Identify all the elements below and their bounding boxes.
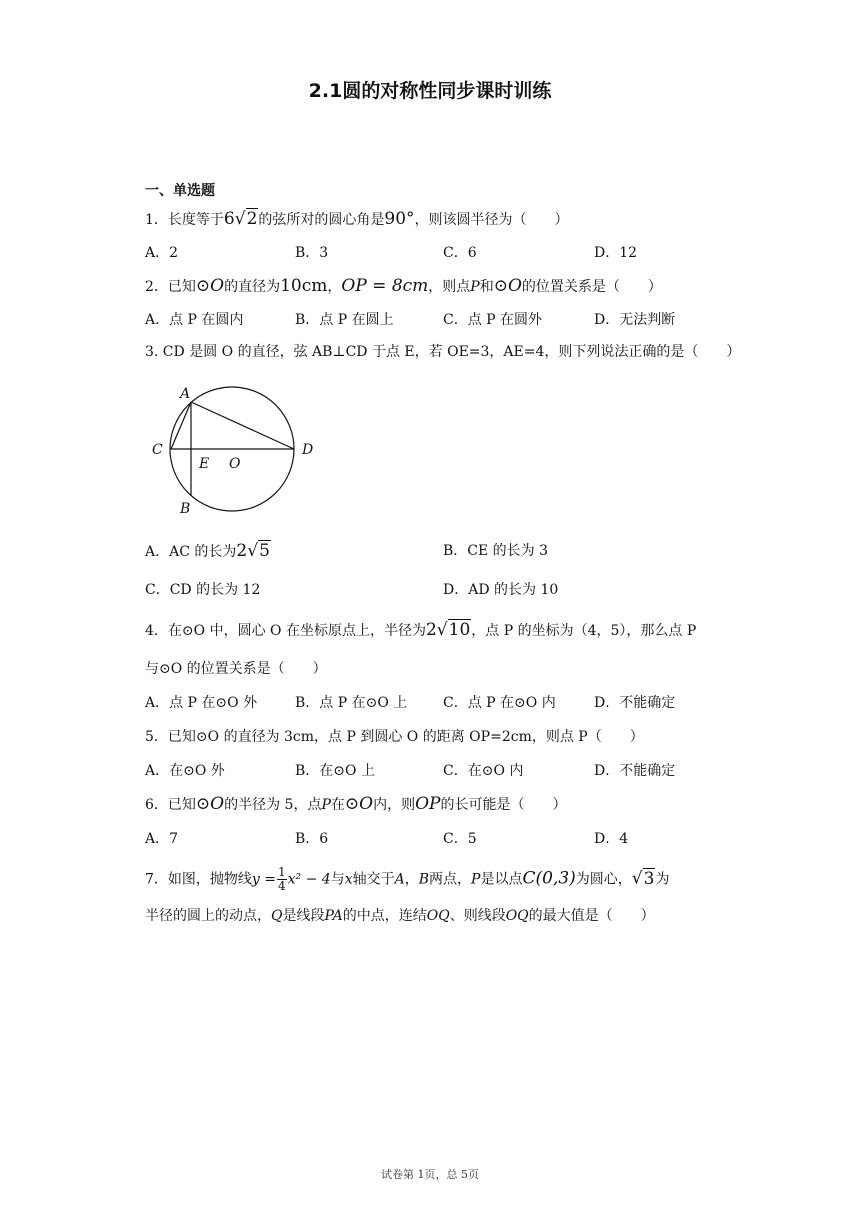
question-4 [145, 620, 696, 641]
q5-option-d: D．不能确定 [594, 763, 676, 779]
question-2 [145, 276, 662, 297]
q1-text-b: 的弦所对的圆心角是 [258, 212, 385, 228]
q1-option-c: C．6 [443, 245, 477, 261]
q3-label-c: C [152, 442, 163, 458]
q2-op: OP = 8cm [341, 276, 429, 296]
q7-radicand: 3 [643, 868, 655, 889]
q6-text-a: 6．已知 [145, 797, 196, 813]
q5-option-b: B．在⊙O 上 [295, 763, 375, 779]
q7-a: A [394, 871, 405, 888]
q3-label-a: A [180, 386, 191, 402]
q7-numerator: 1 [278, 865, 286, 879]
q3-option-b: B．CE 的长为 3 [443, 543, 549, 559]
q2-option-c: C．点 P 在圆外 [443, 312, 543, 328]
q2-circle: ⊙O [195, 276, 225, 296]
q2-circle-2: ⊙O [493, 276, 522, 296]
q6-text-c: 在 [330, 797, 345, 813]
q2-text-e: ，则点 [428, 279, 471, 295]
q4-text-a: 4．在⊙O 中，圆心 O 在坐标原点上，半径为 [145, 623, 426, 639]
question-3: 3. CD 是圆 O 的直径，弦 AB⊥CD 于点 E，若 OE=3，AE=4，则下列说法正确的是（ ） [145, 344, 741, 360]
q6-text-b: 的半径为 5，点 [224, 797, 322, 813]
q7-text-f: 是以点 [480, 871, 523, 888]
q3-option-a-value: 2√5 [236, 541, 270, 561]
question-5: 5．已知⊙O 的直径为 3cm，点 P 到圆心 O 的距离 OP=2cm，则点 P（ ） [145, 729, 644, 745]
q7-oq: OQ [426, 908, 450, 924]
q5-option-a: A．在⊙O 外 [145, 763, 225, 779]
q7-pa: PA [324, 908, 343, 924]
q6-option-d: D．4 [594, 831, 629, 847]
q7-text-e: 两点， [429, 871, 472, 888]
q2-text-b: 的直径为 [224, 279, 281, 295]
q3-option-d: D．AD 的长为 10 [443, 582, 559, 598]
page-footer: 试卷第 1页，总 5页 [381, 1168, 479, 1181]
q1-text-a: 1．长度等于 [145, 212, 224, 228]
q7-text-a: 7．如图，抛物线 [145, 871, 252, 888]
q7-text-h: 为 [655, 871, 670, 888]
q7-line2-b: 是线段 [282, 908, 325, 924]
page-title: 2.1圆的对称性同步课时训练 [308, 80, 552, 102]
question-4-line-2: 与⊙O 的位置关系是（ ） [145, 661, 327, 677]
q2-option-b: B．点 P 在圆上 [295, 312, 394, 328]
q2-text-a: 2．已知 [145, 279, 196, 295]
q7-denominator: 4 [278, 879, 286, 893]
q6-text-d: 内，则 [373, 797, 416, 813]
q2-option-a: A．点 P 在圆内 [145, 312, 244, 328]
q7-eq-lhs: y = [251, 871, 277, 888]
q1-option-a: A．2 [145, 245, 179, 261]
q6-option-c: C．5 [443, 831, 477, 847]
q3-circle-figure [145, 378, 325, 518]
q3-option-a-text: A．AC 的长为 [145, 544, 237, 560]
q2-text-c: ， [327, 279, 342, 295]
q5-option-c: C．在⊙O 内 [443, 763, 524, 779]
q7-radius: √3 [631, 868, 655, 889]
q2-diameter: 10cm [280, 276, 328, 296]
q2-text-g: 的位置关系是（ ） [521, 279, 662, 295]
q7-text-g: 为圆心， [575, 871, 632, 888]
question-7 [145, 866, 669, 893]
q7-eq-rhs: x² − 4 [287, 871, 331, 888]
q4-option-b: B．点 P 在⊙O 上 [295, 695, 408, 711]
q6-option-a: A．7 [145, 831, 179, 847]
q3-option-a-radicand: 5 [259, 541, 270, 561]
q6-point-p: P [321, 797, 331, 813]
q3-segment-ad [191, 402, 294, 449]
q6-circle-2: ⊙O [344, 794, 374, 814]
q7-b: B [418, 871, 430, 888]
q7-text-b: 与 [330, 871, 345, 888]
q4-option-a: A．点 P 在⊙O 外 [145, 695, 258, 711]
q6-op: OP [415, 794, 441, 814]
q7-line2-e: 的最大值是（ ） [528, 908, 655, 924]
q3-label-d: D [302, 442, 314, 458]
q7-text-c: 轴交于 [352, 871, 395, 888]
q7-line2-d: 、则线段 [449, 908, 506, 924]
q1-text-c: ，则该圆半径为（ ） [414, 212, 569, 228]
q1-option-b: B．3 [295, 245, 329, 261]
q2-point-p: P [470, 279, 480, 295]
q1-angle: 90° [384, 209, 415, 229]
q1-option-d: D．12 [594, 245, 638, 261]
q7-center: C(0,3) [522, 868, 576, 889]
q3-option-c: C．CD 的长为 12 [145, 582, 261, 598]
q4-option-c: C．点 P 在⊙O 内 [443, 695, 556, 711]
q3-label-o: O [229, 456, 241, 472]
q4-radius: 2√10 [425, 620, 471, 640]
q2-option-d: D．无法判断 [594, 312, 676, 328]
q3-label-e: E [199, 456, 210, 472]
question-7-line-2 [145, 906, 655, 926]
q6-circle: ⊙O [195, 794, 225, 814]
q4-text-b: ，点 P 的坐标为（4，5），那么点 P [471, 623, 697, 639]
q7-line2-a: 半径的圆上的动点， [145, 908, 271, 924]
question-6 [145, 794, 566, 815]
q4-option-d: D．不能确定 [594, 695, 676, 711]
q7-line2-c: 的中点，连结 [342, 908, 427, 924]
q3-option-a [145, 541, 271, 562]
q7-p: P [471, 871, 481, 888]
q7-oq-2: OQ [505, 908, 529, 924]
question-1 [145, 209, 569, 230]
q4-radicand: 10 [448, 620, 471, 640]
q3-label-b: B [180, 501, 191, 517]
q6-option-b: B．6 [295, 831, 329, 847]
q7-q: Q [271, 908, 283, 924]
section-heading: 一、单选题 [145, 183, 215, 199]
q1-chord-length: 6√2 [223, 209, 258, 229]
q2-text-f: 和 [479, 279, 494, 295]
q7-text-d: ， [404, 871, 419, 888]
q7-fraction [277, 866, 287, 893]
q6-text-e: 的长可能是（ ） [440, 797, 567, 813]
q7-x: x [344, 871, 353, 888]
